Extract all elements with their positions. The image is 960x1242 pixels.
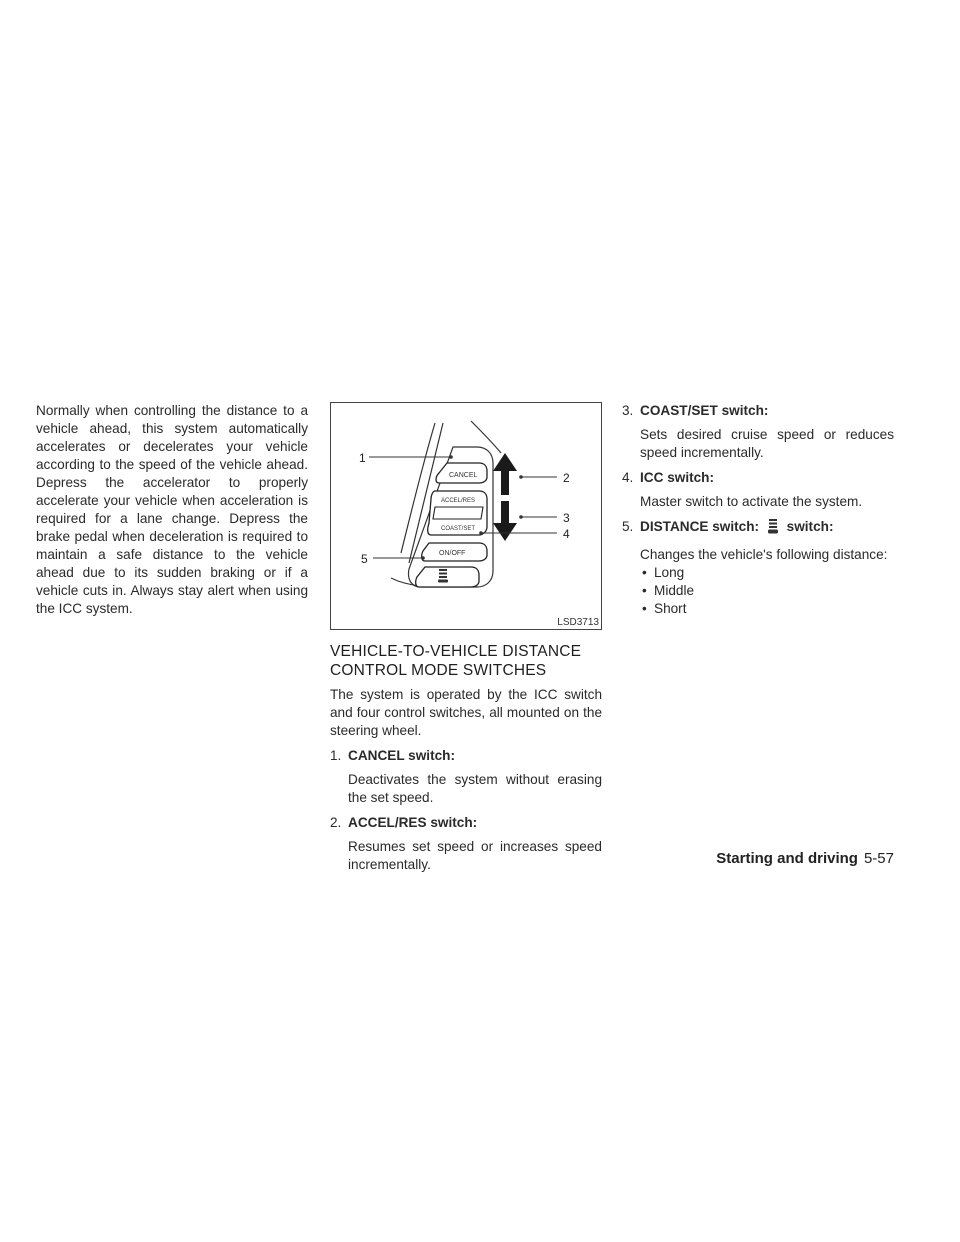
accel-res-switch-label: ACCEL/RES (441, 498, 476, 504)
list-item (622, 402, 894, 462)
right-column (622, 402, 894, 618)
list-item: • Middle (642, 582, 894, 600)
list-item (622, 518, 894, 618)
callout-1: 1 (359, 451, 366, 465)
list-item (622, 469, 894, 511)
down-arrow-icon (493, 501, 517, 541)
section-intro: The system is operated by the ICC switch and four control switches, all mounted on the steering wheel. (330, 687, 602, 738)
item-description: Deactivates the system without erasing the set speed. (348, 772, 602, 805)
intro-paragraph: Normally when controlling the distance to a vehicle ahead, this system automatically accelerates or decelerates your vehicle according to the speed of the vehicle ahead. Depress the accelerator to properly accelerate your vehicle when acceleration is required for a lane change. Depress the brake pedal when deceleration is required to maintain a safe distance to the vehicle ahead due to its sudden braking or if a vehicle cuts in. Always stay alert when using the ICC system. (36, 403, 308, 616)
item-description: Changes the vehicle's following distance: (640, 547, 888, 562)
item-title: DISTANCE switch: (640, 519, 760, 534)
footer-section-title: Starting and driving (716, 850, 858, 867)
item-description: Resumes set speed or increases speed incrementally. (348, 839, 602, 872)
section-heading: VEHICLE-TO-VEHICLE DISTANCE CONTROL MODE SWITCHES (330, 643, 582, 679)
list-item (330, 814, 602, 874)
item-number: 4. (622, 470, 634, 485)
cancel-switch-label: CANCEL (449, 472, 478, 479)
item-title-suffix: switch: (786, 519, 834, 534)
page-footer (716, 849, 894, 869)
item-title: COAST/SET switch: (640, 403, 769, 418)
list-item: • Short (642, 600, 894, 618)
item-description: Sets desired cruise speed or reduces speed incrementally. (640, 427, 894, 460)
callout-3: 3 (563, 511, 570, 525)
steering-switch-illustration (331, 403, 601, 629)
intro-column (36, 402, 308, 618)
page-number: 5-57 (863, 850, 894, 867)
on-off-switch-label: ON/OFF (439, 550, 466, 557)
distance-icon (767, 519, 779, 540)
callout-2: 2 (563, 471, 570, 485)
distance-options-list (622, 564, 894, 618)
item-number: 5. (622, 519, 634, 534)
item-description: Master switch to activate the system. (640, 494, 863, 509)
callout-4: 4 (563, 527, 570, 541)
steering-switch-figure (330, 402, 602, 630)
middle-column (330, 402, 602, 874)
up-arrow-icon (493, 453, 517, 495)
item-number: 2. (330, 815, 342, 830)
list-item: • Long (642, 564, 894, 582)
item-number: 1. (330, 748, 342, 763)
item-number: 3. (622, 403, 634, 418)
item-title: CANCEL switch: (348, 748, 455, 763)
item-title: ACCEL/RES switch: (348, 815, 478, 830)
coast-set-switch-label: COAST/SET (441, 526, 476, 532)
callout-5: 5 (361, 552, 368, 566)
item-title: ICC switch: (640, 470, 715, 485)
figure-code: LSD3713 (557, 617, 599, 628)
list-item (330, 747, 602, 807)
